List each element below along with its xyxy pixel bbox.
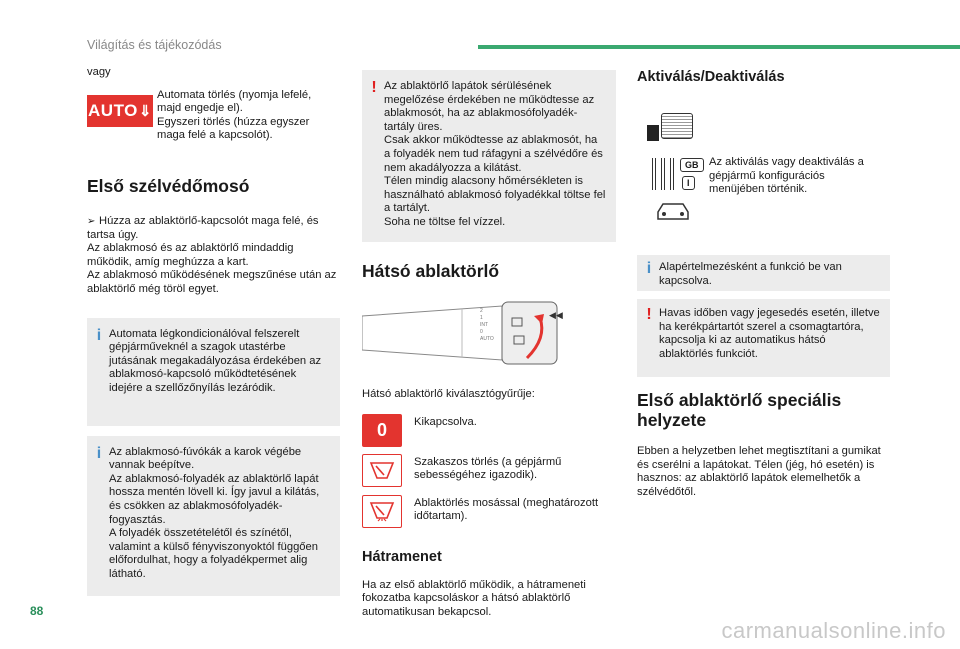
front-washer-heading: Első szélvédőmosó [87,175,250,196]
column-2 [362,70,616,619]
info-box-ac [87,318,340,426]
info-text-ac: Automata légkondicionálóval felszerelt gépjárműveknél a szagok utastérbe jutásának megakadályozása érdekében az ablakmosó-kapcsoló működtetésének idejére a szellőzőnyílás lezáródik. [109,327,322,394]
info-icon: i [646,260,652,277]
rear-wiper-stalk-illustration [362,298,616,368]
stalk-scale: 2 1 INT 0 AUTO [480,308,494,342]
i-badge: I [682,176,695,190]
info-box-default [637,255,890,291]
info-text-nozzles: Az ablakmosó-fúvókák a karok végébe vannak beépítve. Az ablakmosó-folyadék az ablaktörlő lapát hossza mentén lövell ki. Így javul a kilátás, és csökken az ablakmosófolyadék-fogyasztás. A folyadék összetételétől és színétől, valamint a külső fényviszonyoktól függően előfordulhat, hogy a folyadékpermet alig látható. [109,445,320,580]
info-text-default: Alapértelmezésként a funkció be van kapcsolva. [659,261,842,287]
or-text: vagy [87,66,111,78]
warning-icon: ! [646,306,652,323]
selector-caption: Hátsó ablaktörlő kiválasztógyűrűje: [362,388,535,400]
reverse-text: Ha az első ablaktörlő működik, a hátrameneti fokozatba kapcsoláskor a hátsó ablaktörlő automatikusan bekapcsol. [362,578,586,618]
mode-label-wash: Ablaktörlés mosással (meghatározott időtartam). [414,496,599,523]
reverse-heading: Hátramenet [362,548,442,565]
mode-label-intermittent: Szakaszos törlés (a gépjármű sebességéhez igazodik). [414,455,562,482]
auto-wipe-text: Automata törlés (nyomja lefelé, majd engedje el). Egyszeri törlés (húzza egyszer maga felé a kapcsolót). [157,88,312,142]
intermittent-wipe-icon [362,454,402,487]
mode-row-off [362,414,616,447]
watermark: carmanualsonline.info [721,618,946,643]
info-icon: i [96,326,102,344]
touchscreen-icon [647,113,693,145]
wash-wipe-icon [362,495,402,528]
special-position-heading: Első ablaktörlő speciális helyzete [637,390,842,430]
mode-row-wash [362,495,616,528]
auto-wipe-row [87,89,340,143]
mode-label-off: Kikapcsolva. [414,415,477,428]
svg-text:◀◀: ◀◀ [549,311,563,321]
rear-wiper-heading: Hátsó ablaktörlő [362,261,500,281]
gb-badge: GB [680,158,704,172]
settings-menu-icon [652,156,702,196]
auto-icon: AUTO ⇓ [87,95,153,127]
header-accent-bar [478,45,960,49]
warning-text-washer: Az ablaktörlő lapátok sérülésének megelőzése érdekében ne működtesse az ablakmosót, ha az ablakmosófolyadék-tartály üres. Csak akkor működtesse az ablakmosót, ha a folyadék nem tud ráfagyni a szélvédőre és nem akadályozza a kilátást. Télen mindig alacsony hőmérsékleten is használható ablakmosó folyadékkal töltse fel a tartályt. Soha ne töltse fel vízzel. [384,80,606,228]
auto-icon-label: AUTO [88,100,138,120]
warning-box-snow [637,299,890,377]
column-1 [87,66,340,596]
front-washer-body-text: Húzza az ablaktörlő-kapcsolót maga felé, és tartsa úgy. Az ablakmosó és az ablaktörlő mindaddig működik, amíg meghúzza a kart. Az ablakmosó működésének megszűnése után az ablaktörlő még töröl egyet. [87,214,337,295]
off-icon: 0 [362,414,402,447]
stalk-drawing [362,298,572,368]
special-position-text: Ebben a helyzetben lehet megtisztítani a gumikat és cserélni a lapátokat. Télen (jég, hó esetén) is hasznos: az ablaktörlő lapátok elemelhetők a szélvédőtől. [637,445,881,498]
info-icon: i [96,444,102,462]
bullet-icon: ➢ [87,215,96,227]
section-title: Világítás és tájékozódás [87,38,222,52]
mode-row-intermittent [362,454,616,487]
column-3 [637,68,890,499]
info-box-nozzles [87,436,340,596]
warning-icon: ! [371,79,377,96]
page-number: 88 [30,604,44,618]
warning-text-snow: Havas időben vagy jegesedés esetén, illetve ha kerékpártartót szerel a csomagtartóra, kapcsolja ki az automatikus hátsó ablaktörlés funkciót. [659,307,880,360]
car-icon [655,200,691,227]
activation-text: Az aktiválás vagy deaktiválás a gépjármű konfigurációs menüjében történik. [709,156,864,196]
activation-heading: Aktiválás/Deaktiválás [637,69,785,85]
front-washer-body [87,215,340,297]
warning-box-washer [362,70,616,242]
activation-icons [637,108,890,228]
